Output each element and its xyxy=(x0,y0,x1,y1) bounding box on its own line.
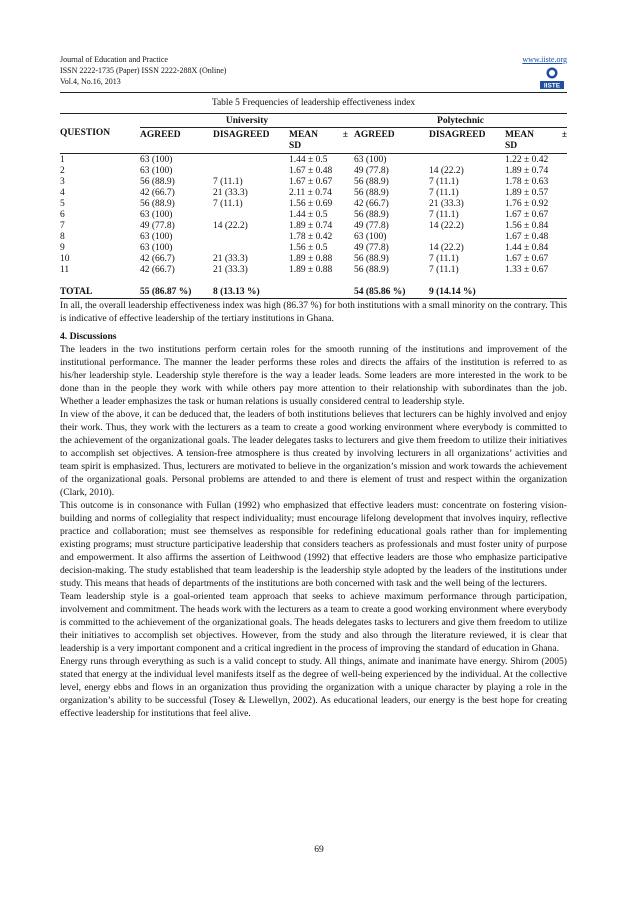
poly-agreed-cell: 42 (66.7) xyxy=(354,199,389,209)
poly-disagreed-cell: 14 (22.2) xyxy=(429,243,464,253)
uni-agreed-cell: 63 (100) xyxy=(140,232,173,242)
uni-disagreed-cell: 7 (11.1) xyxy=(213,177,243,187)
uni-disagreed-cell xyxy=(213,210,289,221)
poly-agreed-cell: 63 (100) xyxy=(354,155,387,165)
poly-disagreed-cell: 14 (22.2) xyxy=(429,166,464,176)
uni-agreed-header: AGREED xyxy=(140,130,181,140)
uni-disagreed-cell xyxy=(213,166,289,177)
poly-sd-header: SD xyxy=(505,141,518,151)
uni-mean-sd-cell: 1.89 ± 0.88 xyxy=(289,265,333,275)
poly-agreed-cell: 49 (77.8) xyxy=(354,166,389,176)
uni-disagreed-cell xyxy=(213,154,289,167)
paragraph: This outcome is in consonance with Fullan (1992) who emphasized that effective leaders must: concentrate on fostering vision-building and norms of collegiality that respect individuality; must encourage lifelong development that involves inquiry, reflective practice and collaboration; must see themselves as responsible for redefining educational goals rather than for implementing existing programs; must structure participative leadership that considers teachers as professionals and must foster unity of purpose and empowerment. It also affirms the assertion of Leithwood (1992) that effective leaders are those who emphasize participative decision-making. The study established that team leadership is the leadership style adopted by the leaders of the institutions under study. This means that heads of departments of the institutions are both concerned with task and the well being of the lecturers. xyxy=(60,500,567,589)
paragraph: Energy runs through everything as such is a valid concept to study. All things, animate and inanimate have energy. Shirom (2005) stated that energy at the individual level manifests itself as the degree of well-being experienced by the individual. At the collective level, energy ebbs and flows in an organization thus providing the organization with a unique character by playing a role in the organization’s ability to be successful (Tosey & Llewellyn, 2002). As educational leaders, our energy is the best hope for creating effective leadership for institutions that feel alive. xyxy=(60,656,567,719)
journal-url-link[interactable]: www.iiste.org xyxy=(522,55,567,64)
poly-mean-sd-cell: 1.89 ± 0.74 xyxy=(505,166,549,176)
summary-paragraph: In all, the overall leadership effectiveness index was high (86.37 %) for both institutions with a small minority on the contrary. This is indicative of effective leadership of the tertiary institutions in Ghana. xyxy=(60,300,567,324)
table-row xyxy=(60,221,567,232)
question-number-cell: 1 xyxy=(60,155,65,165)
poly-mean-sd-cell: 1.78 ± 0.63 xyxy=(505,177,549,187)
page-number: 69 xyxy=(314,845,324,855)
uni-mean-sd-cell: 1.44 ± 0.5 xyxy=(289,210,328,220)
poly-mean-header: MEAN ± xyxy=(505,130,567,140)
uni-agreed-cell: 63 (100) xyxy=(140,210,173,220)
table-row xyxy=(60,232,567,243)
iiste-logo-icon xyxy=(539,66,565,90)
table-row xyxy=(60,210,567,221)
table-row xyxy=(60,199,567,210)
uni-agreed-cell: 49 (77.8) xyxy=(140,221,175,231)
poly-agreed-cell: 49 (77.8) xyxy=(354,221,389,231)
uni-mean-sd-cell: 1.56 ± 0.5 xyxy=(289,243,328,253)
uni-disagreed-cell: 21 (33.3) xyxy=(213,188,248,198)
uni-disagreed-cell: 21 (33.3) xyxy=(213,254,248,264)
uni-agreed-cell: 56 (88.9) xyxy=(140,199,175,209)
poly-mean-sd-cell: 1.67 ± 0.67 xyxy=(505,254,549,264)
poly-mean-sd-cell: 1.76 ± 0.92 xyxy=(505,199,549,209)
journal-name: Journal of Education and Practice xyxy=(60,55,168,64)
uni-agreed-cell: 42 (66.7) xyxy=(140,254,175,264)
poly-agreed-cell: 63 (100) xyxy=(354,232,387,242)
poly-mean-sd-cell: 1.44 ± 0.84 xyxy=(505,243,549,253)
uni-agreed-cell: 42 (66.7) xyxy=(140,265,175,275)
table-row xyxy=(60,154,567,167)
polytechnic-header: Polytechnic xyxy=(354,114,567,128)
question-number-cell: 11 xyxy=(60,265,70,275)
poly-disagreed-header: DISAGREED xyxy=(429,130,486,140)
question-number-cell: 7 xyxy=(60,221,65,231)
paragraph: In view of the above, it can be deduced that, the leaders of both institutions believes that lecturers can be highly involved and enjoy their work. Thus, they work with the lecturers as a team to create a good working environment where everybody is committed to the achievement of the organizational goals. The leader delegates tasks to lecturers and give them freedom to utilize their initiatives to accomplish set objectives. A tension-free atmosphere is thus created by involving lecturers in all organizations’ activities and team spirit is emphasized. Thus, lecturers are motivated to believe in the organization’s mission and work towards the achievement of the organizational goals. Personal problems are attended to and there is element of trust and respect within the organization (Clark, 2010). xyxy=(60,409,567,498)
poly-disagreed-cell: 7 (11.1) xyxy=(429,188,459,198)
poly-disagreed-cell: 21 (33.3) xyxy=(429,199,464,209)
poly-mean-sd-cell: 1.22 ± 0.42 xyxy=(505,155,549,165)
running-header xyxy=(60,54,567,91)
poly-mean-sd-cell: 1.67 ± 0.67 xyxy=(505,210,549,220)
uni-mean-sd-cell: 1.67 ± 0.48 xyxy=(289,166,333,176)
poly-mean-sd-cell: 1.56 ± 0.84 xyxy=(505,221,549,231)
issn-line: ISSN 2222-1735 (Paper) ISSN 2222-288X (Online) xyxy=(60,66,227,75)
question-number-cell: 2 xyxy=(60,166,65,176)
question-number-cell: 3 xyxy=(60,177,65,187)
uni-mean-sd-cell: 1.56 ± 0.69 xyxy=(289,199,333,209)
poly-disagreed-cell xyxy=(429,154,505,167)
paragraph: The leaders in the two institutions perform certain roles for the smooth running of the institutions and improvement of the institutional performance. The manner the leader performs these roles and directs the affairs of the institution is referred to as his/her leadership style. Leadership style therefore is the way a leader leads. Some leaders are more interested in the work to be done than in the people they work with while others pay more attention to their relationship with subordinates than the job. Whether a leader emphasizes the task or human relations is usually considered central to leadership style. xyxy=(60,344,567,407)
table-row xyxy=(60,265,567,276)
uni-mean-sd-cell: 1.44 ± 0.5 xyxy=(289,155,328,165)
question-number-cell: 5 xyxy=(60,199,65,209)
table-caption: Table 5 Frequencies of leadership effectiveness index xyxy=(211,98,416,108)
poly-agreed-cell: 56 (88.9) xyxy=(354,188,389,198)
question-number-cell: 6 xyxy=(60,210,65,220)
header-rule xyxy=(60,92,567,93)
total-poly-disagreed: 9 (14.14 %) xyxy=(429,287,505,299)
page xyxy=(60,54,567,720)
table-row xyxy=(60,177,567,188)
uni-mean-sd-cell: 1.89 ± 0.88 xyxy=(289,254,333,264)
poly-disagreed-cell xyxy=(429,232,505,243)
uni-disagreed-cell xyxy=(213,243,289,254)
poly-disagreed-cell: 14 (22.2) xyxy=(429,221,464,231)
poly-agreed-cell: 56 (88.9) xyxy=(354,177,389,187)
leadership-table xyxy=(60,113,567,299)
paragraph: Team leadership style is a goal-oriented team approach that seeks to achieve maximum performance through participation, involvement and commitment. The heads work with the lecturers as a team to create a good working environment where everybody is committed to the achievement of the organizational goals. The heads delegates tasks to lecturers and give them freedom to utilize their initiatives to accomplish set objectives. However, from the study and also through the literature reviewed, it is clear that leadership is a very important component and a critical ingredient in the process of improving the standard of education in Ghana. xyxy=(60,591,567,654)
total-poly-agreed: 54 (85.86 %) xyxy=(354,287,429,299)
university-header: University xyxy=(140,114,354,128)
question-number-cell: 8 xyxy=(60,232,65,242)
uni-agreed-cell: 63 (100) xyxy=(140,155,173,165)
table-row xyxy=(60,166,567,177)
poly-disagreed-cell: 7 (11.1) xyxy=(429,210,459,220)
uni-disagreed-cell: 21 (33.3) xyxy=(213,265,248,275)
uni-agreed-cell: 63 (100) xyxy=(140,166,173,176)
uni-disagreed-cell: 14 (22.2) xyxy=(213,221,248,231)
uni-agreed-cell: 56 (88.9) xyxy=(140,177,175,187)
uni-mean-sd-cell: 1.89 ± 0.74 xyxy=(289,221,333,231)
poly-mean-sd-cell: 1.89 ± 0.57 xyxy=(505,188,549,198)
table-row xyxy=(60,188,567,199)
poly-agreed-cell: 49 (77.8) xyxy=(354,243,389,253)
uni-sd-header: SD xyxy=(289,141,302,151)
uni-disagreed-cell: 7 (11.1) xyxy=(213,199,243,209)
uni-mean-sd-cell: 2.11 ± 0.74 xyxy=(289,188,332,198)
uni-mean-sd-cell: 1.78 ± 0.42 xyxy=(289,232,333,242)
poly-agreed-cell: 56 (88.9) xyxy=(354,265,389,275)
poly-mean-sd-cell: 1.33 ± 0.67 xyxy=(505,265,549,275)
poly-disagreed-cell: 7 (11.1) xyxy=(429,265,459,275)
total-poly-mean xyxy=(505,287,567,299)
question-number-cell: 4 xyxy=(60,188,65,198)
total-uni-agreed: 55 (86.87 %) xyxy=(140,287,213,299)
poly-disagreed-cell: 7 (11.1) xyxy=(429,254,459,264)
uni-agreed-cell: 42 (66.7) xyxy=(140,188,175,198)
uni-mean-sd-cell: 1.67 ± 0.67 xyxy=(289,177,333,187)
poly-mean-sd-cell: 1.67 ± 0.48 xyxy=(505,232,549,242)
uni-mean-header: MEAN ± xyxy=(289,130,348,140)
total-uni-mean xyxy=(289,287,354,299)
logo-text: IISTE xyxy=(543,82,561,90)
poly-agreed-cell: 56 (88.9) xyxy=(354,254,389,264)
table-row xyxy=(60,243,567,254)
uni-disagreed-header: DISAGREED xyxy=(213,130,270,140)
uni-agreed-cell: 63 (100) xyxy=(140,243,173,253)
total-label: TOTAL xyxy=(60,287,140,299)
question-header: QUESTION xyxy=(60,114,140,154)
question-number-cell: 10 xyxy=(60,254,70,264)
table-row xyxy=(60,254,567,265)
total-uni-disagreed: 8 (13.13 %) xyxy=(213,287,289,299)
question-number-cell: 9 xyxy=(60,243,65,253)
poly-agreed-cell: 56 (88.9) xyxy=(354,210,389,220)
volume-line: Vol.4, No.16, 2013 xyxy=(60,77,121,86)
poly-agreed-header: AGREED xyxy=(354,130,395,140)
poly-disagreed-cell: 7 (11.1) xyxy=(429,177,459,187)
section-heading: 4. Discussions xyxy=(60,331,117,342)
uni-disagreed-cell xyxy=(213,232,289,243)
